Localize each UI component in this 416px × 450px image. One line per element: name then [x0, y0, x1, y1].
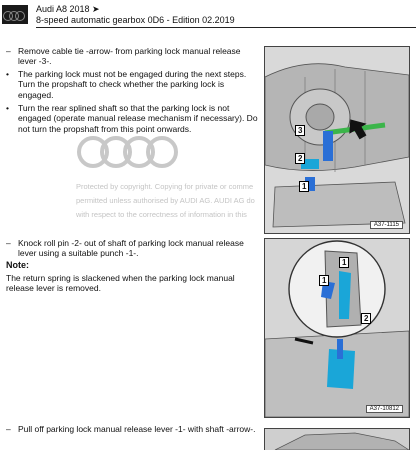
step-dash: –	[6, 46, 11, 56]
document-subtitle: 8-speed automatic gearbox 0D6 - Edition 02.2019	[36, 15, 235, 25]
step-bullet: •	[6, 103, 9, 113]
step-dash: –	[6, 424, 11, 434]
page-header	[0, 0, 416, 30]
callout-2: 2	[361, 313, 371, 324]
callout-3: 3	[295, 125, 305, 136]
step-text: Pull off parking lock manual release lever -1- with shaft -arrow-.	[18, 424, 256, 434]
header-divider	[36, 27, 416, 28]
audi-rings-watermark-icon	[74, 134, 180, 170]
figure-parking-lock-lever	[264, 238, 410, 418]
step-remove-cable-tie	[6, 46, 258, 67]
callout-2: 2	[295, 153, 305, 164]
figure-label: A37-1115	[370, 221, 403, 229]
watermark-line: permitted unless authorised by AUDI AG. AUDI AG do	[76, 196, 255, 205]
figure-gearbox-parking-lock	[264, 46, 410, 234]
watermark-line: Protected by copyright. Copying for private or comme	[76, 182, 254, 191]
step-turn-shaft	[6, 103, 258, 134]
gearbox-illustration	[265, 47, 409, 233]
step-dash: –	[6, 238, 11, 248]
note-text: The return spring is slackened when the parking lock manual release lever is removed.	[6, 273, 235, 294]
step-text: Turn the rear splined shaft so that the parking lock is not engaged (operate manual release mechanism if necessary). Do not turn the propshaft from this point onwards.	[18, 103, 258, 134]
step-bullet: •	[6, 69, 9, 79]
audi-logo-icon	[2, 5, 28, 24]
watermark-line: with respect to the correctness of information in this	[76, 210, 247, 219]
step-text: Remove cable tie -arrow- from parking lock manual release lever -3-.	[18, 46, 241, 67]
callout-1: 1	[299, 181, 309, 192]
note-heading: Note:	[6, 260, 29, 270]
lever-illustration	[265, 239, 409, 417]
figure-label: A37-10812	[366, 405, 403, 413]
step-pull-off-lever	[6, 424, 258, 434]
step-text: The parking lock must not be engaged during the next steps. Turn the propshaft to check whether the parking lock is engaged.	[18, 69, 247, 100]
callout-1: 1	[319, 275, 329, 286]
document-title: Audi A8 2018 ➤	[36, 4, 100, 14]
figure-lever-removal	[264, 428, 410, 450]
step-knock-roll-pin	[6, 238, 258, 259]
lever-removal-illustration	[265, 429, 409, 450]
callout-1: 1	[339, 257, 349, 268]
step-text: Knock roll pin -2- out of shaft of parking lock manual release lever using a suitable punch -1-.	[18, 238, 244, 259]
step-parking-lock-check	[6, 69, 258, 100]
